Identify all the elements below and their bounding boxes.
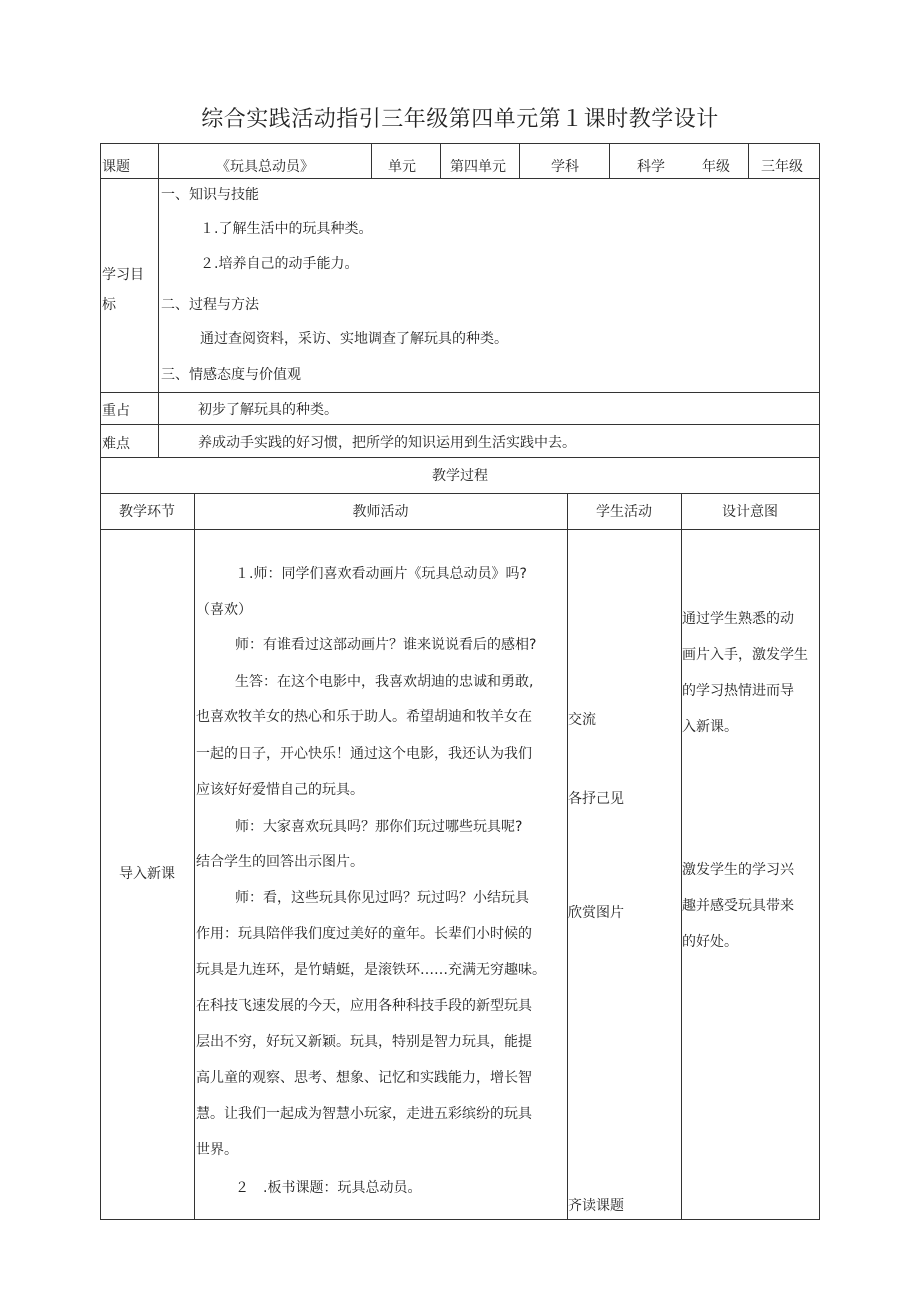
objective-heading-attitude: 三、情感态度与价值观 [161, 367, 301, 383]
objectives-label-line1: 学习目 [102, 267, 144, 283]
intent-line: 趣并感受玩具带来 [682, 898, 794, 914]
intent-line: 画片入手，激发学生 [682, 647, 808, 663]
stage-name: 导入新课 [119, 866, 175, 882]
objective-heading-process: 二、过程与方法 [161, 297, 259, 313]
document-title: 综合实践活动指引三年级第四单元第１课时教学设计 [201, 107, 719, 132]
student-activity-item: 各抒己见 [568, 791, 624, 807]
teacher-line: 也喜欢牧羊女的热心和乐于助人。希望胡迪和牧羊女在 [196, 709, 532, 725]
unit-value: 第四单元 [450, 159, 506, 175]
key-point-label: 重占 [102, 403, 130, 419]
objective-item: １.了解生活中的玩具种类。 [200, 221, 373, 237]
column-header-intent: 设计意图 [722, 504, 778, 520]
teacher-line: 慧。让我们一起成为智慧小玩家，走进五彩缤纷的玩具 [196, 1106, 532, 1122]
objectives-label-line2: 标 [102, 297, 116, 313]
teacher-line: 师：大家喜欢玩具吗？那你们玩过哪些玩具呢? [235, 819, 523, 835]
subject-value: 科学 [637, 159, 665, 175]
teacher-line: 应该好好爱惜自己的玩具。 [196, 782, 364, 798]
lesson-label: 课题 [102, 159, 130, 175]
grade-value: 三年级 [761, 159, 803, 175]
objective-item: 通过查阅资料，采访、实地调查了解玩具的种类。 [200, 331, 508, 347]
unit-label: 单元 [388, 159, 416, 175]
teacher-line: 结合学生的回答出示图片。 [196, 854, 364, 870]
intent-line: 通过学生熟悉的动 [682, 611, 794, 627]
teacher-line: 师：看，这些玩具你见过吗？玩过吗？小结玩具 [235, 890, 529, 906]
teacher-line: 生答：在这个电影中，我喜欢胡迪的忠诚和勇敢, [235, 674, 534, 690]
teacher-line: 高儿童的观察、思考、想象、记忆和实践能力，增长智 [196, 1070, 532, 1086]
grade-label: 年级 [702, 159, 730, 175]
objective-heading-knowledge: 一、知识与技能 [161, 187, 259, 203]
student-activity-item: 齐读课题 [568, 1198, 624, 1214]
lesson-value: 《玩具总动员》 [216, 159, 314, 175]
teacher-line: 师：有谁看过这部动画片？谁来说说看后的感相? [235, 637, 537, 653]
process-header: 教学过程 [432, 468, 488, 484]
objective-item: ２.培养自己的动手能力。 [200, 256, 359, 272]
teacher-line: 层出不穷，好玩又新颖。玩具，特别是智力玩具，能提 [196, 1034, 532, 1050]
student-activity-item: 欣赏图片 [568, 905, 624, 921]
teacher-line: 作用：玩具陪伴我们度过美好的童年。长辈们小时候的 [196, 926, 532, 942]
teacher-line: 玩具是九连环，是竹蜻蜓，是滚铁环……充满无穷趣味。 [196, 962, 546, 978]
difficulty-text: 养成动手实践的好习惯，把所学的知识运用到生活实践中去。 [198, 435, 576, 451]
intent-line: 入新课。 [682, 719, 738, 735]
column-header-student: 学生活动 [596, 504, 652, 520]
student-activity-item: 交流 [568, 712, 596, 728]
teacher-line: 世界。 [196, 1142, 238, 1158]
column-header-teacher: 教师活动 [352, 504, 409, 520]
teacher-line: 在科技飞速发展的今天，应用各种科技手段的新型玩具 [196, 998, 532, 1014]
column-header-stage: 教学环节 [119, 504, 175, 520]
intent-line: 激发学生的学习兴 [682, 862, 794, 878]
key-point-text: 初步了解玩具的种类。 [198, 402, 338, 418]
intent-line: 的好处。 [682, 934, 738, 950]
teacher-line: （喜欢） [196, 602, 252, 618]
subject-label: 学科 [551, 159, 579, 175]
teacher-line: １.师：同学们喜欢看动画片《玩具总动员》吗? [235, 566, 527, 582]
difficulty-label: 难点 [102, 436, 130, 452]
teacher-line: 一起的日子，开心快乐！通过这个电影，我还认为我们 [196, 746, 532, 762]
intent-line: 的学习热情进而导 [682, 683, 794, 699]
teacher-line: ２ .板书课题：玩具总动员。 [235, 1180, 422, 1196]
